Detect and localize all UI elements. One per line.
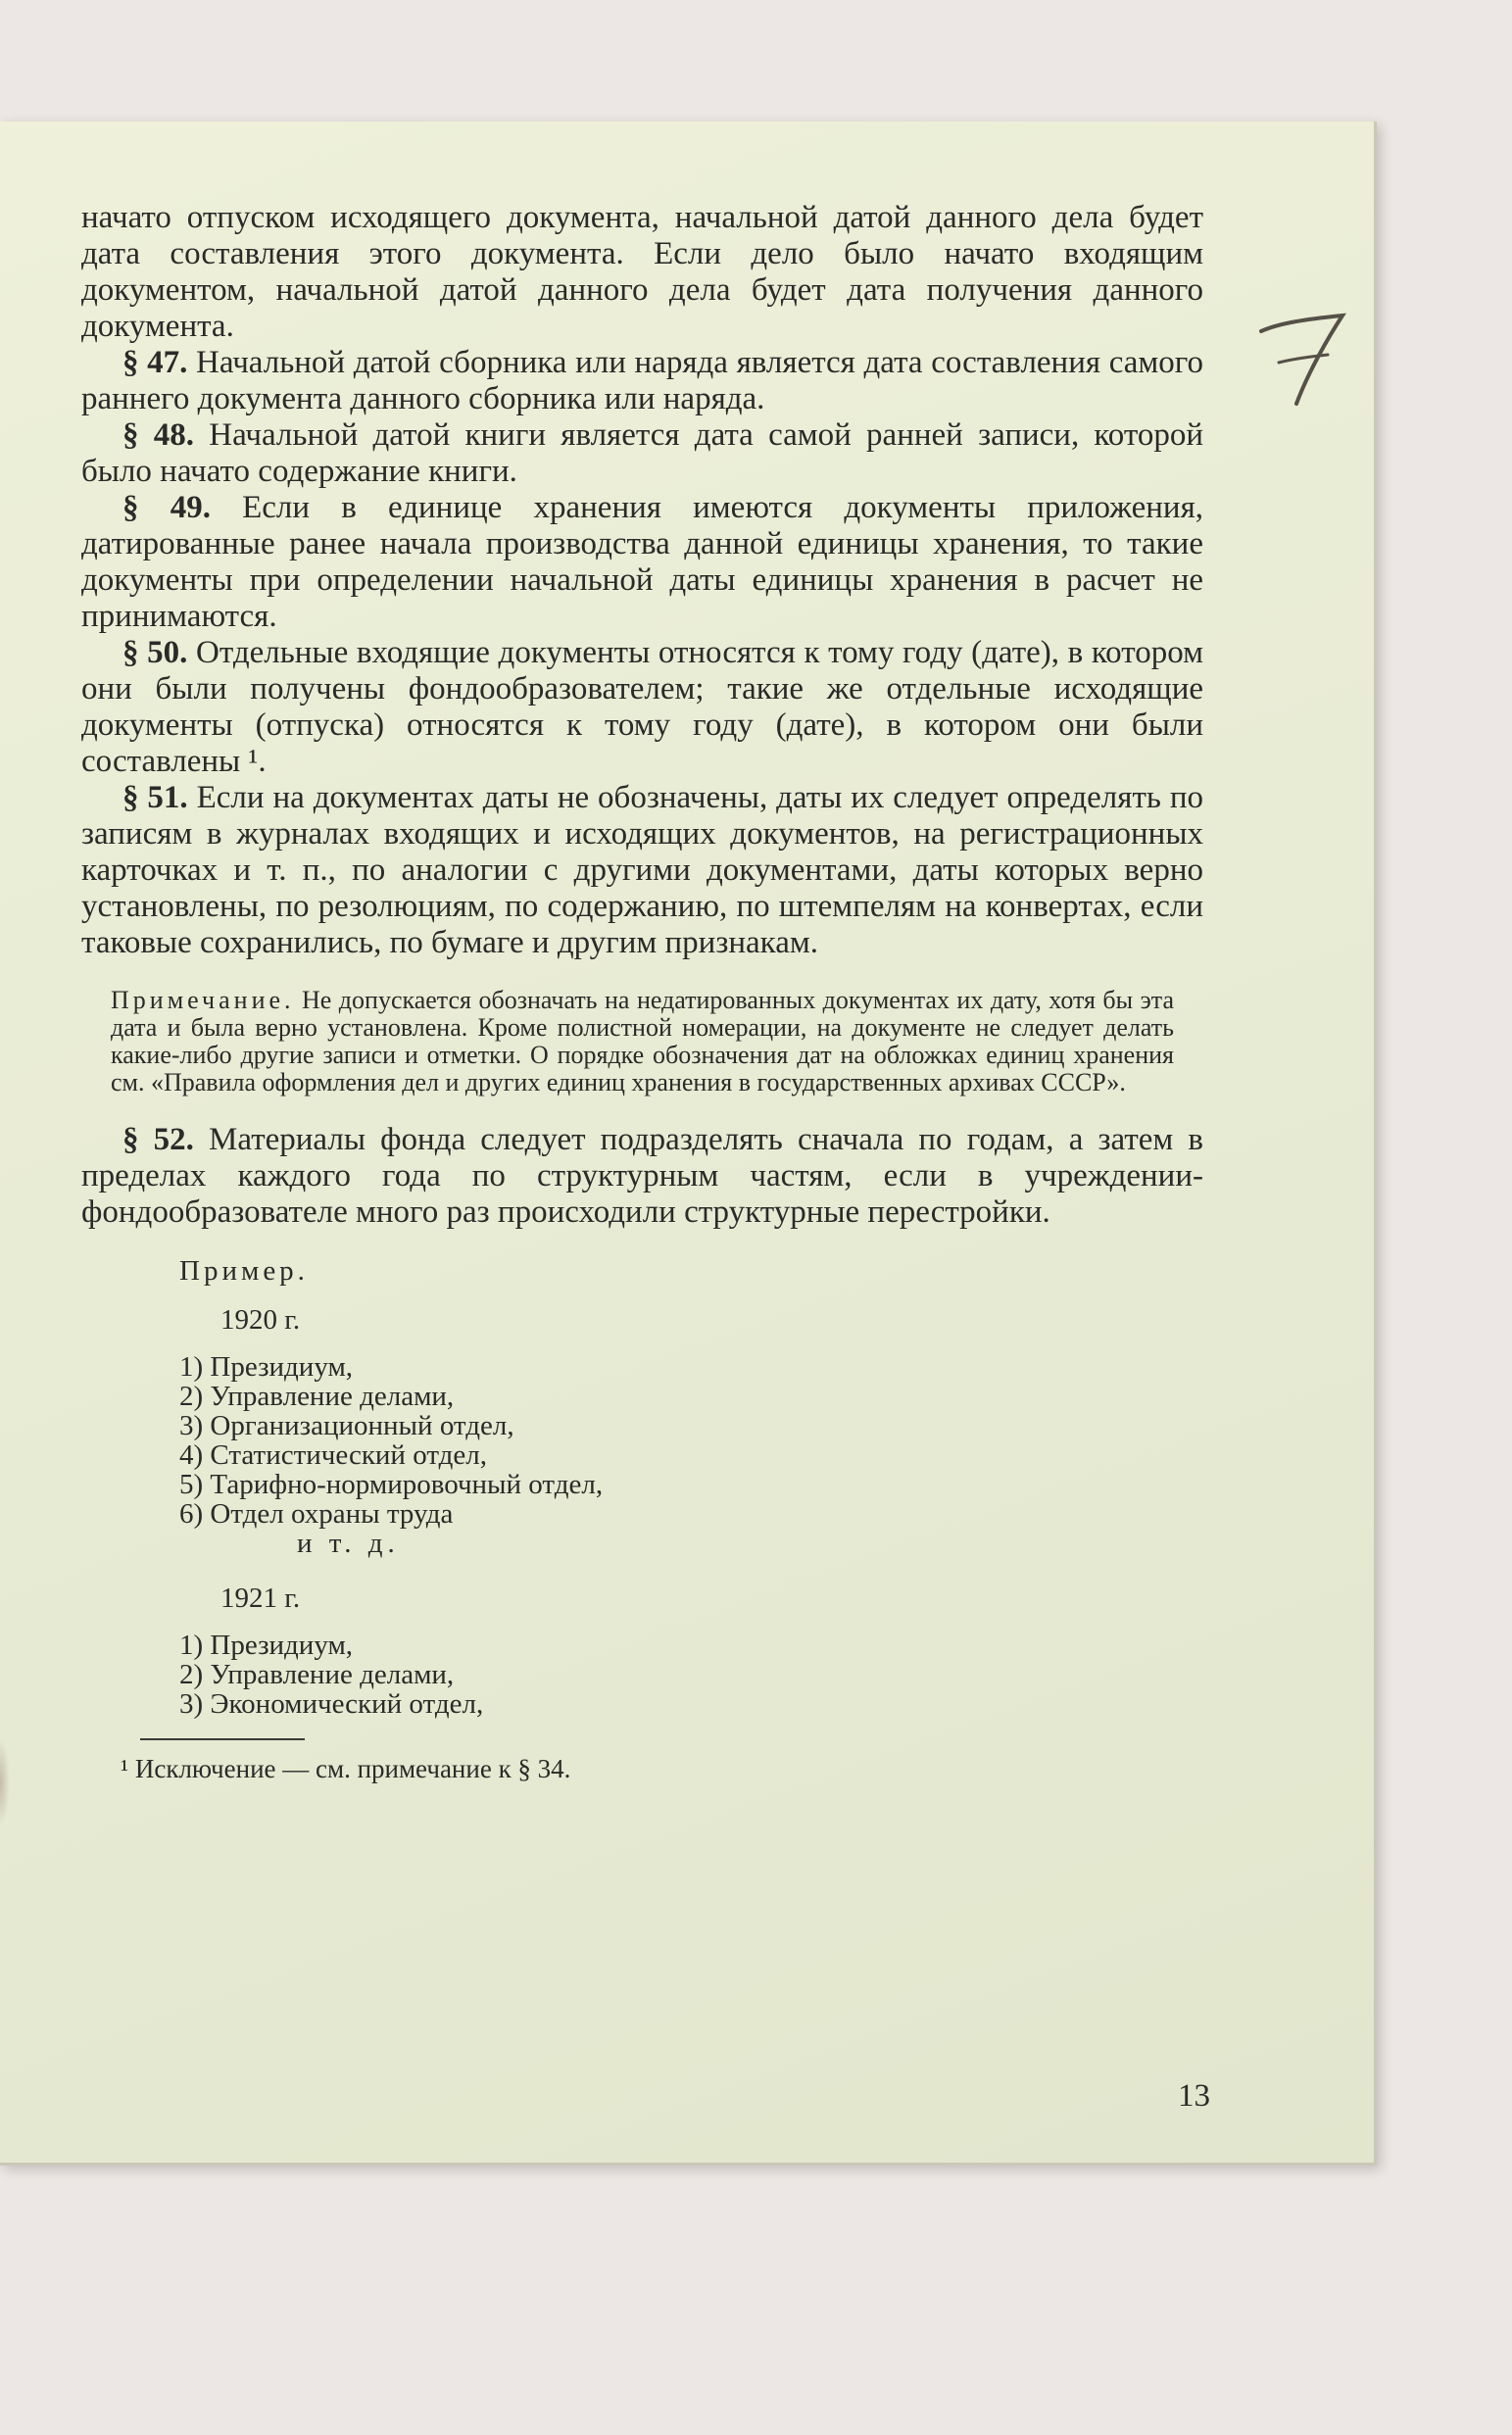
list-item: 1) Президиум, [179, 1630, 354, 1661]
list-item: 2) Управление делами, [179, 1659, 455, 1690]
paragraph-48: § 48. Начальной датой книги является дата самой ранней записи, которой было начато содержание книги. [81, 417, 1204, 489]
paragraph-49: § 49. Если в единице хранения имеются документы приложения, датированные ранее начала производства данной единицы хранения, то такие документы при определении начальной даты единицы хранения в расчет не принимаются. [81, 490, 1203, 634]
example-block [81, 1256, 1203, 1719]
paragraph-51: § 51. Если на документах даты не обозначены, даты их следует определять по записям в журналах входящих и исходящих документов, на регистрационных карточках и т. п., по аналогии с другими документами, даты которых верно установлены, по резолюциям, по содержанию, по штемпелям на конвертах, если таковые сохранились, по бумаге и другим признакам. [81, 780, 1204, 960]
example-year-1920: 1920 г. [220, 1304, 301, 1336]
note-block: Примечание. Не допускается обозначать на недатированных документах их дату, хотя бы эта дата и была верно установлена. Кроме полистной номерации, на документе не следует делать какие-либо другие записи и отметки. О порядке обозначения дат на обложках единиц хранения см. «Правила оформления дел и других единиц хранения в государственных архивах СССР». [111, 986, 1174, 1096]
example-list-1920 [179, 1352, 1203, 1529]
footnote-divider [140, 1738, 305, 1740]
paragraph-47: § 47. Начальной датой сборника или наряда является дата составления самого раннего документа данного сборника или наряда. [81, 345, 1204, 416]
document-page [0, 122, 1377, 2166]
list-item: 3) Экономический отдел, [179, 1688, 484, 1720]
paragraph-continuation: начато отпуском исходящего документа, начальной датой данного дела будет дата составления этого документа. Если дело было начато входящим документом, начальной датой данного дела будет дата получения данного документа. [81, 200, 1203, 344]
example-year-1921: 1921 г. [220, 1583, 301, 1614]
example-label: Пример. [179, 1255, 309, 1287]
list-item: 2) Управление делами, [179, 1381, 455, 1412]
list-item: 1) Президиум, [179, 1351, 354, 1383]
paragraph-52: § 52. Материалы фонда следует подразделять сначала по годам, а затем в пределах каждого года по структурным частям, если в учреждении-фондообразователе много раз происходили структурные перестройки. [81, 1122, 1204, 1230]
handwritten-mark [1249, 294, 1357, 412]
example-list-1921 [179, 1631, 1203, 1719]
page-body [81, 200, 1203, 1783]
list-item: 3) Организационный отдел, [179, 1410, 514, 1441]
example-etc: и т. д. [297, 1528, 400, 1559]
list-item: 5) Тарифно-нормировочный отдел, [179, 1469, 604, 1500]
paragraph-50: § 50. Отдельные входящие документы относятся к тому году (дате), в котором они были получены фондообразователем; такие же отдельные исходящие документы (отпуска) относятся к тому году (дате), в котором они были составлены ¹. [81, 635, 1203, 779]
list-item: 4) Статистический отдел, [179, 1439, 487, 1471]
paper-stain [0, 1738, 10, 1826]
footnote: ¹ Исключение — см. примечание к § 34. [121, 1754, 571, 1783]
page-number: 13 [1178, 2078, 1210, 2114]
list-item: 6) Отдел охраны труда [179, 1498, 454, 1530]
